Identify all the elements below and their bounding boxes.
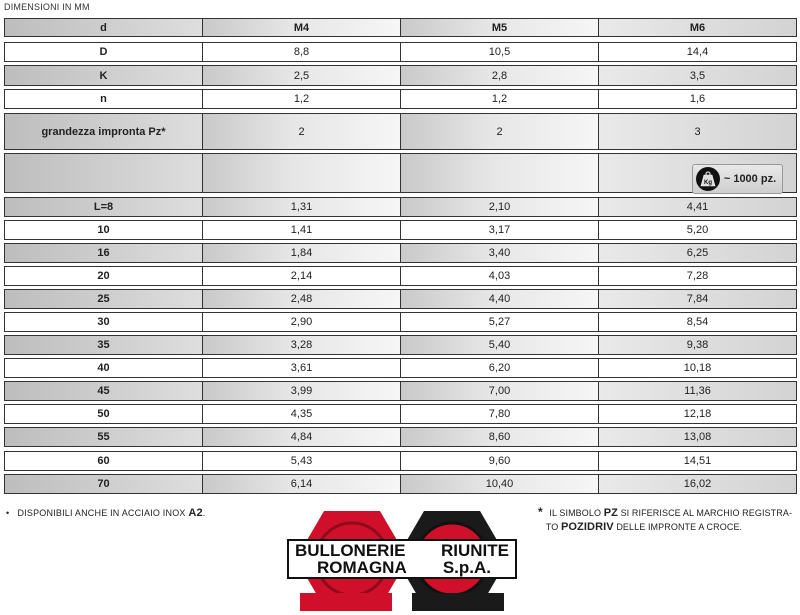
note-stainless-end: . bbox=[202, 508, 206, 518]
weight-value: 4,40 bbox=[401, 289, 599, 309]
weight-value: 2,90 bbox=[203, 312, 401, 332]
spec-label: K bbox=[4, 65, 203, 86]
note-pozidriv-mark: POZIDRIV bbox=[560, 521, 614, 533]
logo-word-spa: S.p.A. bbox=[442, 558, 491, 577]
length-label: 55 bbox=[4, 427, 203, 447]
weight-value: 9,60 bbox=[401, 451, 599, 471]
weight-value: 1,31 bbox=[203, 197, 401, 217]
table-row bbox=[4, 335, 797, 355]
weight-row-badge-cell bbox=[599, 153, 797, 193]
weight-value: 13,08 bbox=[599, 427, 797, 447]
length-label: 16 bbox=[4, 243, 203, 263]
note-pozidriv bbox=[538, 505, 798, 534]
table-caption: DIMENSIONI IN MM bbox=[4, 2, 90, 12]
length-label: 20 bbox=[4, 266, 203, 286]
length-label: L=8 bbox=[4, 197, 203, 217]
table-row bbox=[4, 312, 797, 332]
spec-row bbox=[4, 42, 797, 62]
table-row bbox=[4, 474, 797, 494]
weight-value: 3,40 bbox=[401, 243, 599, 263]
length-label: 10 bbox=[4, 220, 203, 240]
logo-word-romagna: ROMAGNA bbox=[317, 558, 407, 577]
weight-value: 3,99 bbox=[203, 381, 401, 401]
note-stainless-text: DISPONIBILI ANCHE IN ACCIAIO INOX bbox=[17, 508, 186, 518]
note-pz-symbol: PZ bbox=[603, 507, 618, 519]
spec-row bbox=[4, 89, 797, 109]
weight-value: 1,41 bbox=[203, 220, 401, 240]
note-stainless bbox=[6, 507, 205, 519]
company-logo bbox=[284, 503, 520, 615]
table-row bbox=[4, 358, 797, 378]
table-row bbox=[4, 197, 797, 217]
spec-label: n bbox=[4, 89, 203, 109]
weight-unit-row bbox=[4, 153, 797, 193]
spec-label: grandezza impronta Pz* bbox=[4, 113, 203, 150]
weight-value: 3,28 bbox=[203, 335, 401, 355]
weight-value: 6,14 bbox=[203, 474, 401, 494]
spec-value: 2 bbox=[203, 113, 401, 150]
weight-value: 2,10 bbox=[401, 197, 599, 217]
spec-value: 1,6 bbox=[599, 89, 797, 109]
weight-row-empty-cell bbox=[203, 153, 401, 193]
note-pz-text-4: DELLE IMPRONTE A CROCE. bbox=[616, 522, 743, 532]
table-row bbox=[4, 451, 797, 471]
length-label: 45 bbox=[4, 381, 203, 401]
weight-value: 10,40 bbox=[401, 474, 599, 494]
weight-value: 16,02 bbox=[599, 474, 797, 494]
weight-value: 4,03 bbox=[401, 266, 599, 286]
note-stainless-grade: A2 bbox=[188, 507, 203, 519]
weight-row-empty-cell bbox=[401, 153, 599, 193]
column-header-d: d bbox=[4, 18, 203, 37]
logo-word-riunite: RIUNITE bbox=[441, 541, 509, 560]
note-pz-text-1: IL SIMBOLO bbox=[549, 508, 602, 518]
weight-kg-icon bbox=[696, 167, 720, 191]
spec-label: D bbox=[4, 42, 203, 62]
length-label: 30 bbox=[4, 312, 203, 332]
length-label: 60 bbox=[4, 451, 203, 471]
weight-value: 6,25 bbox=[599, 243, 797, 263]
length-label: 50 bbox=[4, 404, 203, 424]
spec-value: 2,8 bbox=[401, 65, 599, 86]
weight-value: 8,60 bbox=[401, 427, 599, 447]
weight-value: 3,61 bbox=[203, 358, 401, 378]
note-pz-text-3: TO bbox=[545, 522, 559, 532]
spec-value: 1,2 bbox=[203, 89, 401, 109]
weight-value: 4,41 bbox=[599, 197, 797, 217]
weight-value: 11,36 bbox=[599, 381, 797, 401]
weight-per-1000-text: ~ 1000 pz. bbox=[723, 173, 777, 185]
column-header-m5: M5 bbox=[401, 18, 599, 37]
note-star: * bbox=[538, 505, 543, 519]
logo-wordmark bbox=[287, 539, 517, 579]
spec-row bbox=[4, 113, 797, 150]
weight-value: 14,51 bbox=[599, 451, 797, 471]
weight-icon-label: Kg bbox=[703, 180, 712, 186]
length-label: 35 bbox=[4, 335, 203, 355]
weight-value: 4,84 bbox=[203, 427, 401, 447]
spec-value: 3 bbox=[599, 113, 797, 150]
table-row bbox=[4, 404, 797, 424]
weight-value: 4,35 bbox=[203, 404, 401, 424]
weight-value: 7,84 bbox=[599, 289, 797, 309]
table-row bbox=[4, 427, 797, 447]
note-bullet: • bbox=[6, 508, 10, 518]
table-row bbox=[4, 220, 797, 240]
weight-value: 5,27 bbox=[401, 312, 599, 332]
spec-value: 3,5 bbox=[599, 65, 797, 86]
weight-per-1000-badge bbox=[692, 164, 783, 194]
note-pz-text-2: SI RIFERISCE AL MARCHIO REGISTRA- bbox=[620, 508, 793, 518]
length-label: 25 bbox=[4, 289, 203, 309]
spec-value: 1,2 bbox=[401, 89, 599, 109]
weight-value: 9,38 bbox=[599, 335, 797, 355]
weight-value: 7,00 bbox=[401, 381, 599, 401]
logo-word-bullonerie: BULLONERIE bbox=[295, 541, 406, 560]
weight-value: 7,28 bbox=[599, 266, 797, 286]
weight-value: 2,48 bbox=[203, 289, 401, 309]
weight-value: 7,80 bbox=[401, 404, 599, 424]
weight-value: 5,40 bbox=[401, 335, 599, 355]
column-header-m4: M4 bbox=[203, 18, 401, 37]
weight-value: 3,17 bbox=[401, 220, 599, 240]
spec-value: 14,4 bbox=[599, 42, 797, 62]
weight-value: 12,18 bbox=[599, 404, 797, 424]
weight-value: 2,14 bbox=[203, 266, 401, 286]
table-row bbox=[4, 243, 797, 263]
weight-value: 8,54 bbox=[599, 312, 797, 332]
weight-row-empty-cell bbox=[4, 153, 203, 193]
spec-value: 10,5 bbox=[401, 42, 599, 62]
weight-value: 1,84 bbox=[203, 243, 401, 263]
weight-value: 5,20 bbox=[599, 220, 797, 240]
spec-value: 8,8 bbox=[203, 42, 401, 62]
table-row bbox=[4, 289, 797, 309]
table-header-row bbox=[4, 18, 797, 37]
weight-value: 10,18 bbox=[599, 358, 797, 378]
column-header-m6: M6 bbox=[599, 18, 797, 37]
weight-value: 6,20 bbox=[401, 358, 599, 378]
spec-value: 2 bbox=[401, 113, 599, 150]
spec-value: 2,5 bbox=[203, 65, 401, 86]
spec-row bbox=[4, 65, 797, 86]
length-label: 70 bbox=[4, 474, 203, 494]
weight-value: 5,43 bbox=[203, 451, 401, 471]
table-row bbox=[4, 381, 797, 401]
length-label: 40 bbox=[4, 358, 203, 378]
table-row bbox=[4, 266, 797, 286]
